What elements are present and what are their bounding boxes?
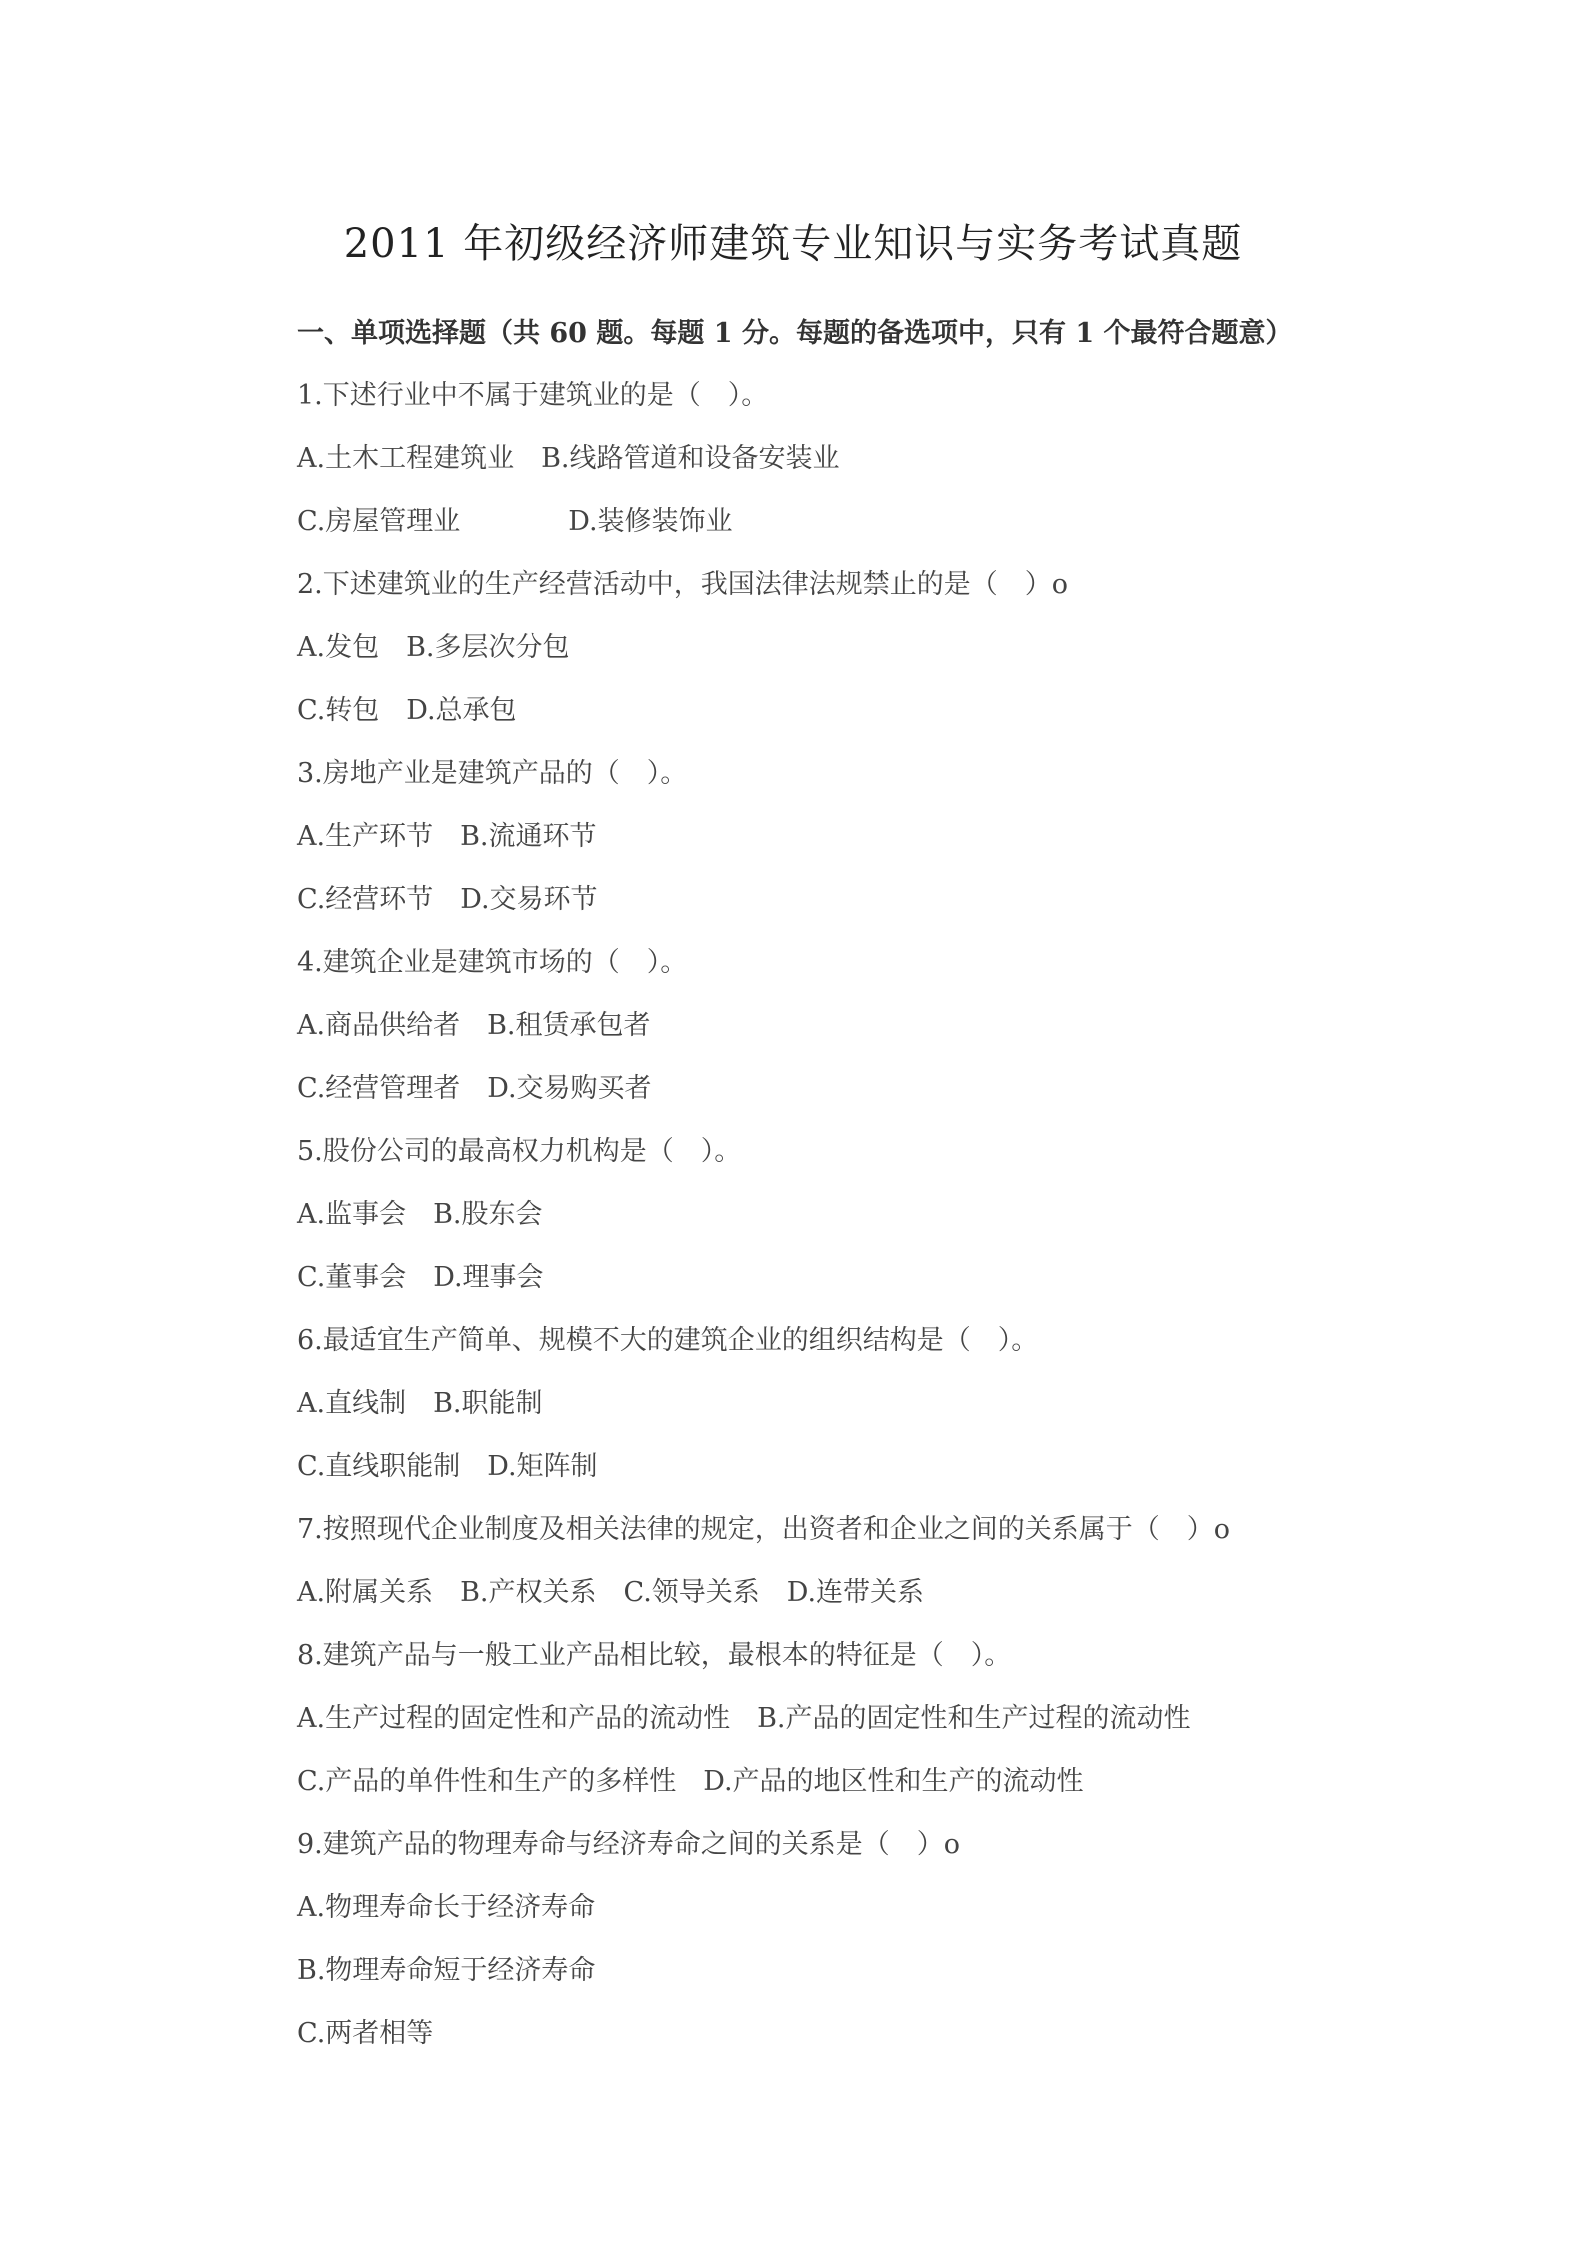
section-heading: 一、单项选择题（共 60 题。每题 1 分。每题的备选项中，只有 1 个最符合题意） (297, 318, 1293, 349)
answer-options: A.物理寿命长于经济寿命 (297, 1892, 596, 1923)
answer-options: A.监事会 B.股东会 (297, 1199, 543, 1230)
question-stem: 8.建筑产品与一般工业产品相比较，最根本的特征是（ ）。 (297, 1640, 1012, 1671)
answer-options: B.物理寿命短于经济寿命 (297, 1955, 596, 1986)
answer-options: C.产品的单件性和生产的多样性 D.产品的地区性和生产的流动性 (297, 1766, 1084, 1797)
question-stem: 4.建筑企业是建筑市场的（ ）。 (297, 947, 688, 978)
question-stem: 9.建筑产品的物理寿命与经济寿命之间的关系是（ ）o (297, 1829, 961, 1860)
answer-options: C.转包 D.总承包 (297, 695, 517, 726)
question-stem: 1.下述行业中不属于建筑业的是（ ）。 (297, 380, 769, 411)
answer-options: A.商品供给者 B.租赁承包者 (297, 1010, 651, 1041)
question-stem: 2.下述建筑业的生产经营活动中，我国法律法规禁止的是（ ）o (297, 569, 1069, 600)
question-stem: 6.最适宜生产简单、规模不大的建筑企业的组织结构是（ ）。 (297, 1325, 1039, 1356)
question-stem: 3.房地产业是建筑产品的（ ）。 (297, 758, 688, 789)
answer-options: A.附属关系 B.产权关系 C.领导关系 D.连带关系 (297, 1577, 925, 1608)
question-stem: 7.按照现代企业制度及相关法律的规定，出资者和企业之间的关系属于（ ）o (297, 1514, 1231, 1545)
answer-options: C.房屋管理业 D.装修装饰业 (297, 506, 733, 537)
answer-options: C.经营环节 D.交易环节 (297, 884, 598, 915)
document-title: 2011 年初级经济师建筑专业知识与实务考试真题 (343, 221, 1243, 267)
answer-options: A.土木工程建筑业 B.线路管道和设备安装业 (297, 443, 840, 474)
answer-options: A.直线制 B.职能制 (297, 1388, 543, 1419)
answer-options: A.生产过程的固定性和产品的流动性 B.产品的固定性和生产过程的流动性 (297, 1703, 1191, 1734)
answer-options: A.发包 B.多层次分包 (297, 632, 570, 663)
question-stem: 5.股份公司的最高权力机构是（ ）。 (297, 1136, 742, 1167)
question-list (297, 373, 1230, 2074)
answer-options: C.经营管理者 D.交易购买者 (297, 1073, 652, 1104)
answer-options: C.直线职能制 D.矩阵制 (297, 1451, 598, 1482)
answer-options: C.董事会 D.理事会 (297, 1262, 544, 1293)
answer-options: A.生产环节 B.流通环节 (297, 821, 597, 852)
answer-options: C.两者相等 (297, 2018, 434, 2049)
